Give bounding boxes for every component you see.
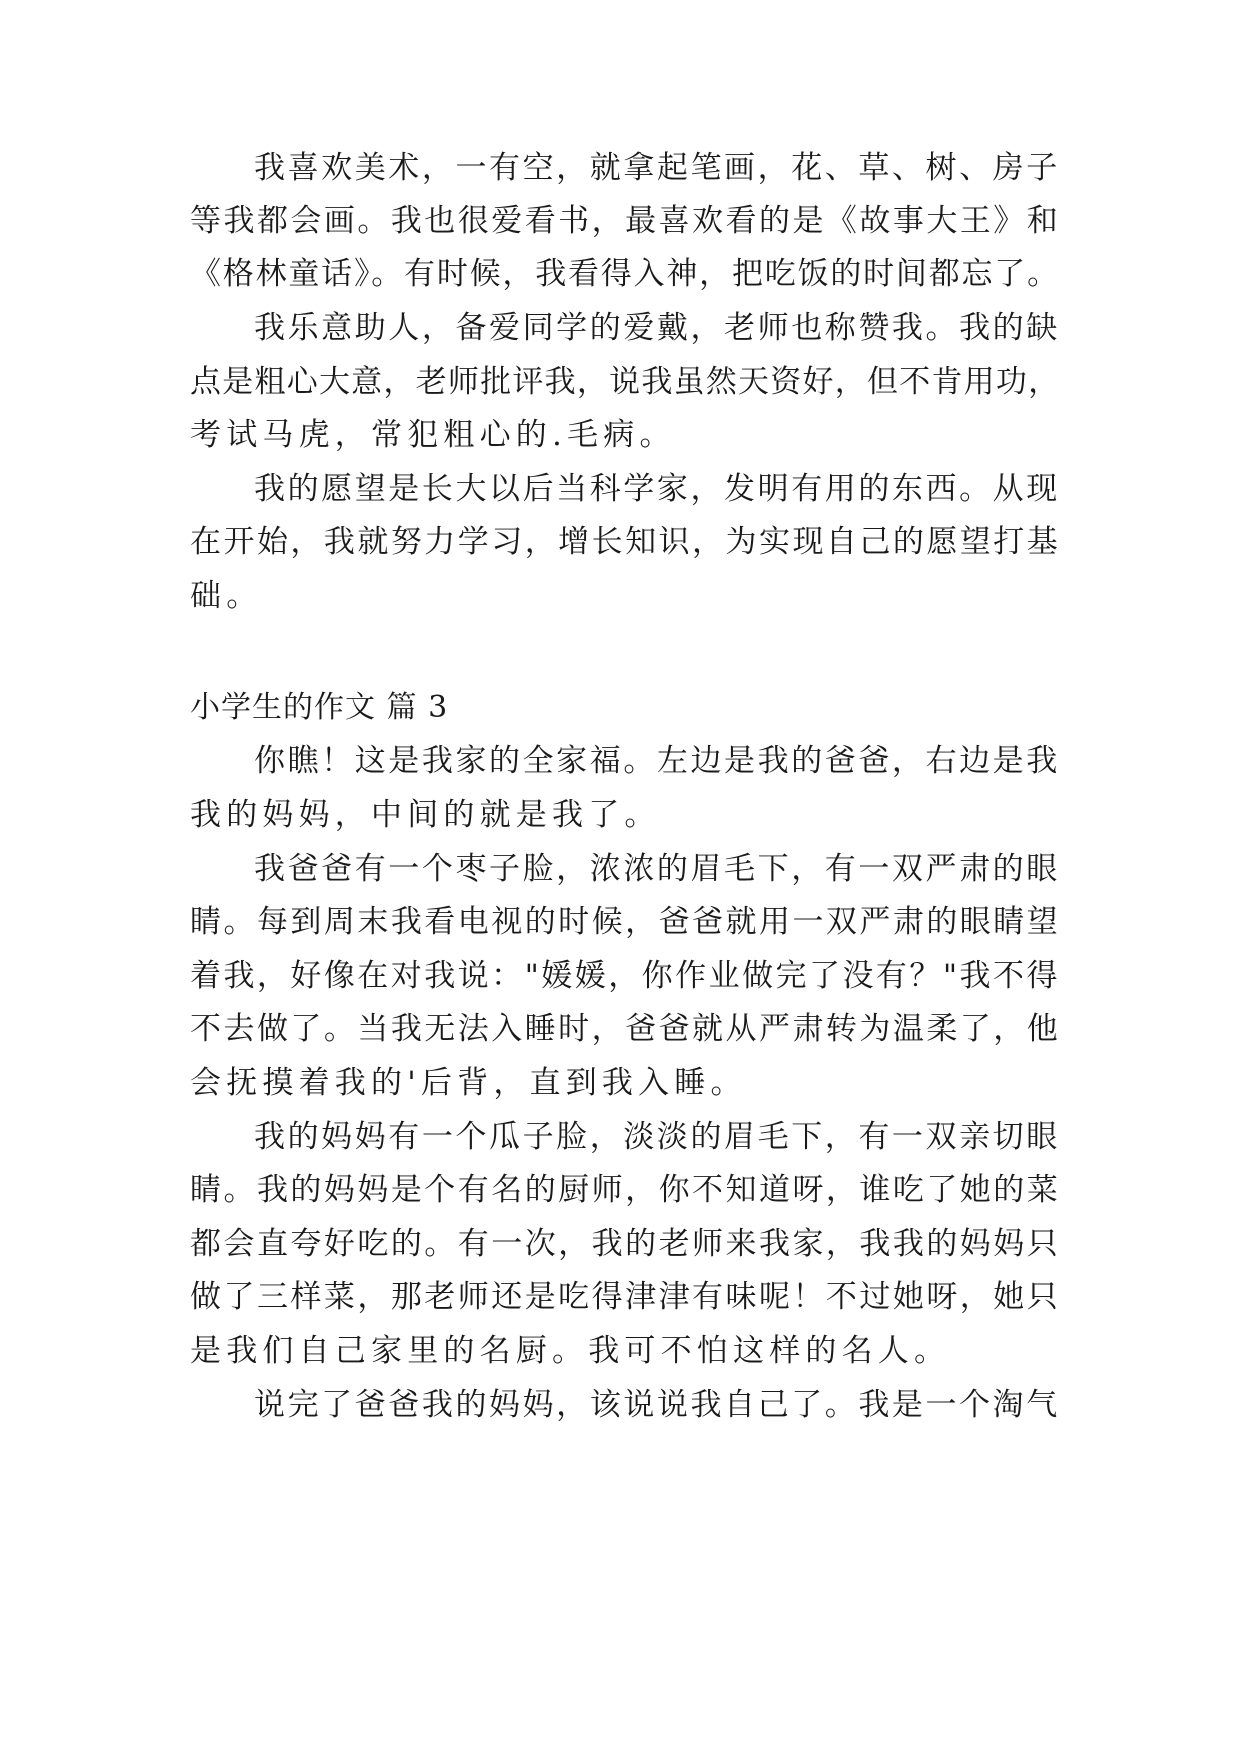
paragraph-line: 我的妈妈有一个瓜子脸，淡淡的眉毛下，有一双亲切眼 xyxy=(254,1119,1060,1155)
paragraph-line: 点是粗心大意，老师批评我，说我虽然天资好，但不肯用功， xyxy=(190,364,1061,400)
paragraph-line: 《格林童话》。有时候，我看得入神，把吃饭的时间都忘了。 xyxy=(190,256,1060,292)
paragraph-line: 说完了爸爸我的妈妈，该说说我自己了。我是一个淘气 xyxy=(254,1387,1060,1423)
paragraph-line: 不去做了。当我无法入睡时，爸爸就从严肃转为温柔了，他 xyxy=(190,1011,1061,1047)
paragraph-line: 考试马虎，常犯粗心的.毛病。 xyxy=(190,417,676,453)
paragraph-line: 我爸爸有一个枣子脸，浓浓的眉毛下，有一双严肃的眼 xyxy=(254,851,1060,887)
paragraph-line: 我的愿望是长大以后当科学家，发明有用的东西。从现 xyxy=(254,471,1060,507)
paragraph-line: 是我们自己家里的名厨。我可不怕这样的名人。 xyxy=(190,1333,951,1369)
paragraph-line: 会抚摸着我的'后背，直到我入睡。 xyxy=(190,1065,747,1101)
paragraph-line: 在开始，我就努力学习，增长知识，为实现自己的愿望打基 xyxy=(190,524,1061,560)
paragraph-line: 都会直夸好吃的。有一次，我的老师来我家，我我的妈妈只 xyxy=(190,1226,1061,1262)
paragraph-line: 我乐意助人，备爱同学的爱戴，老师也称赞我。我的缺 xyxy=(254,310,1060,346)
paragraph-line: 我的妈妈，中间的就是我了。 xyxy=(190,797,661,833)
paragraph-line: 等我都会画。我也很爱看书，最喜欢看的是《故事大王》和 xyxy=(190,203,1061,239)
paragraph-line: 做了三样菜，那老师还是吃得津津有味呢！不过她呀，她只 xyxy=(190,1279,1061,1315)
section-heading: 小学生的作文 篇 3 xyxy=(190,690,449,725)
paragraph-line: 着我，好像在对我说："媛媛，你作业做完了没有？"我不得 xyxy=(190,958,1060,994)
paragraph-line: 睛。每到周末我看电视的时候，爸爸就用一双严肃的眼睛望 xyxy=(190,904,1061,940)
paragraph-line: 睛。我的妈妈是个有名的厨师，你不知道呀，谁吃了她的菜 xyxy=(190,1172,1061,1208)
paragraph-line: 础。 xyxy=(190,578,263,614)
paragraph-line: 你瞧！这是我家的全家福。左边是我的爸爸，右边是我 xyxy=(254,743,1060,779)
paragraph-line: 我喜欢美术，一有空，就拿起笔画，花、草、树、房子 xyxy=(254,150,1060,186)
